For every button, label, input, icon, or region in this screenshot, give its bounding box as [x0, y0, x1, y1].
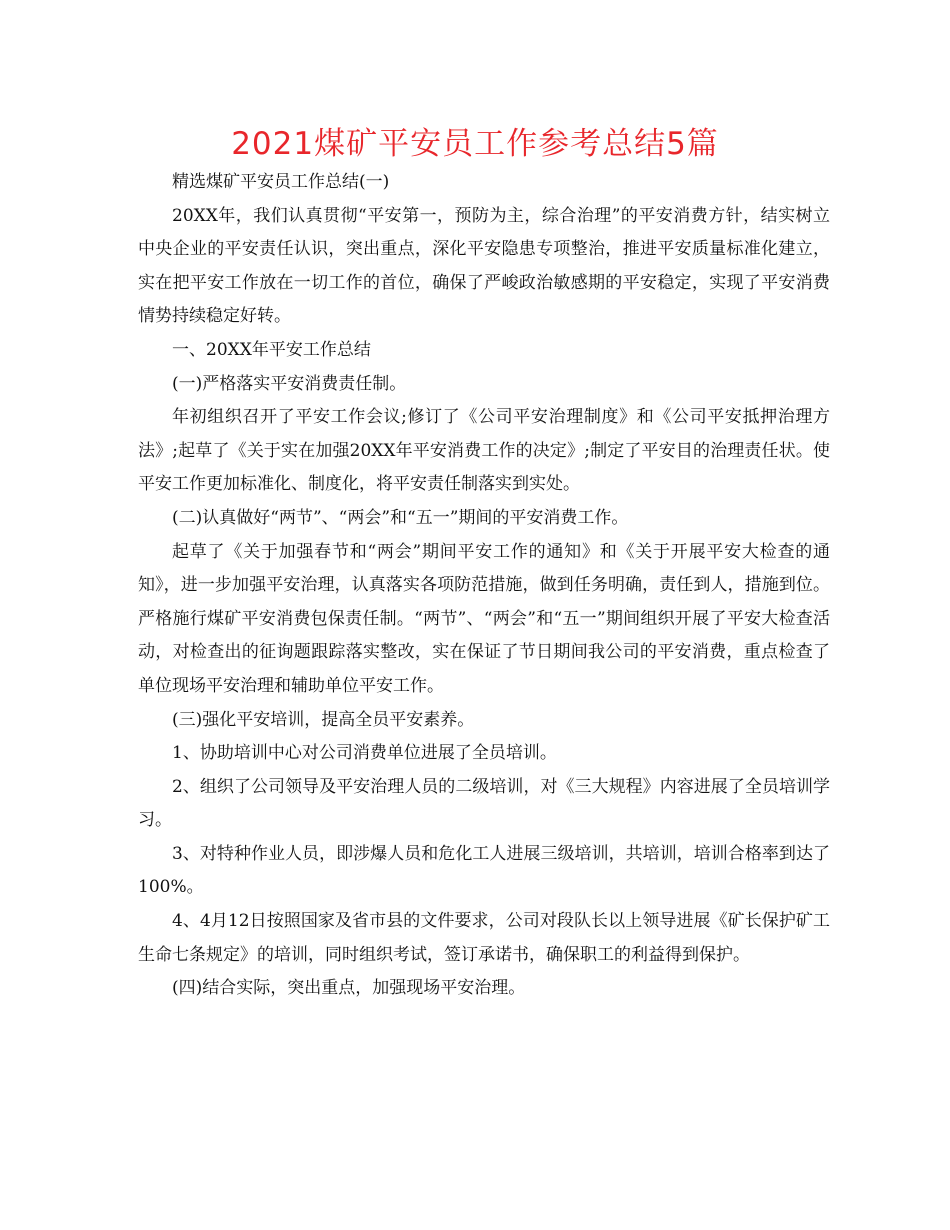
paragraph: 年初组织召开了平安工作会议;修订了《公司平安治理制度》和《公司平安抵押治理方法》;起草了《关于实在加强20XX年平安消费工作的决定》;制定了平安目的治理责任状。使平安工作更加标准化、制度化，将平安责任制落实到实处。 [138, 407, 830, 495]
list-item: 1、协助培训中心对公司消费单位进展了全员培训。 [172, 743, 557, 764]
list-item: 4、4月12日按照国家及省市县的文件要求，公司对段队长以上领导进展《矿长保护矿工生命七条规定》的培训，同时组织考试，签订承诺书，确保职工的利益得到保护。 [138, 911, 830, 965]
document-title: 2021煤矿平安员工作参考总结5篇 [231, 126, 719, 162]
subsection-heading: (四)结合实际，突出重点，加强现场平安治理。 [172, 978, 526, 999]
section-heading: 一、20XX年平安工作总结 [172, 339, 371, 360]
paragraph: 20XX年，我们认真贯彻“平安第一，预防为主，综合治理”的平安消费方针，结实树立中央企业的平安责任认识，突出重点，深化平安隐患专项整治，推进平安质量标准化建立，实在把平安工作放在一切工作的首位，确保了严峻政治敏感期的平安稳定，实现了平安消费情势持续稳定好转。 [138, 205, 830, 327]
paragraph: 起草了《关于加强春节和“两会”期间平安工作的通知》和《关于开展平安大检查的通知》，进一步加强平安治理，认真落实各项防范措施，做到任务明确，责任到人，措施到位。严格施行煤矿平安消费包保责任制。“两节”、“两会”和“五一”期间组织开展了平安大检查活动，对检查出的征询题跟踪落实整改，实在保证了节日期间我公司的平安消费，重点检查了单位现场平安治理和辅助单位平安工作。 [138, 541, 830, 696]
subsection-heading: (二)认真做好“两节”、“两会”和“五一”期间的平安消费工作。 [172, 507, 629, 528]
list-item: 2、组织了公司领导及平安治理人员的二级培训，对《三大规程》内容进展了全员培训学习。 [138, 776, 830, 831]
subsection-heading: (一)严格落实平安消费责任制。 [172, 373, 407, 394]
list-item: 3、对特种作业人员，即涉爆人员和危化工人进展三级培训，共培训，培训合格率到达了100%。 [138, 843, 830, 898]
subsection-heading: (三)强化平安培训，提高全员平安素养。 [172, 709, 475, 730]
section-heading: 精选煤矿平安员工作总结(一) [172, 172, 390, 192]
document-body [138, 166, 830, 1006]
